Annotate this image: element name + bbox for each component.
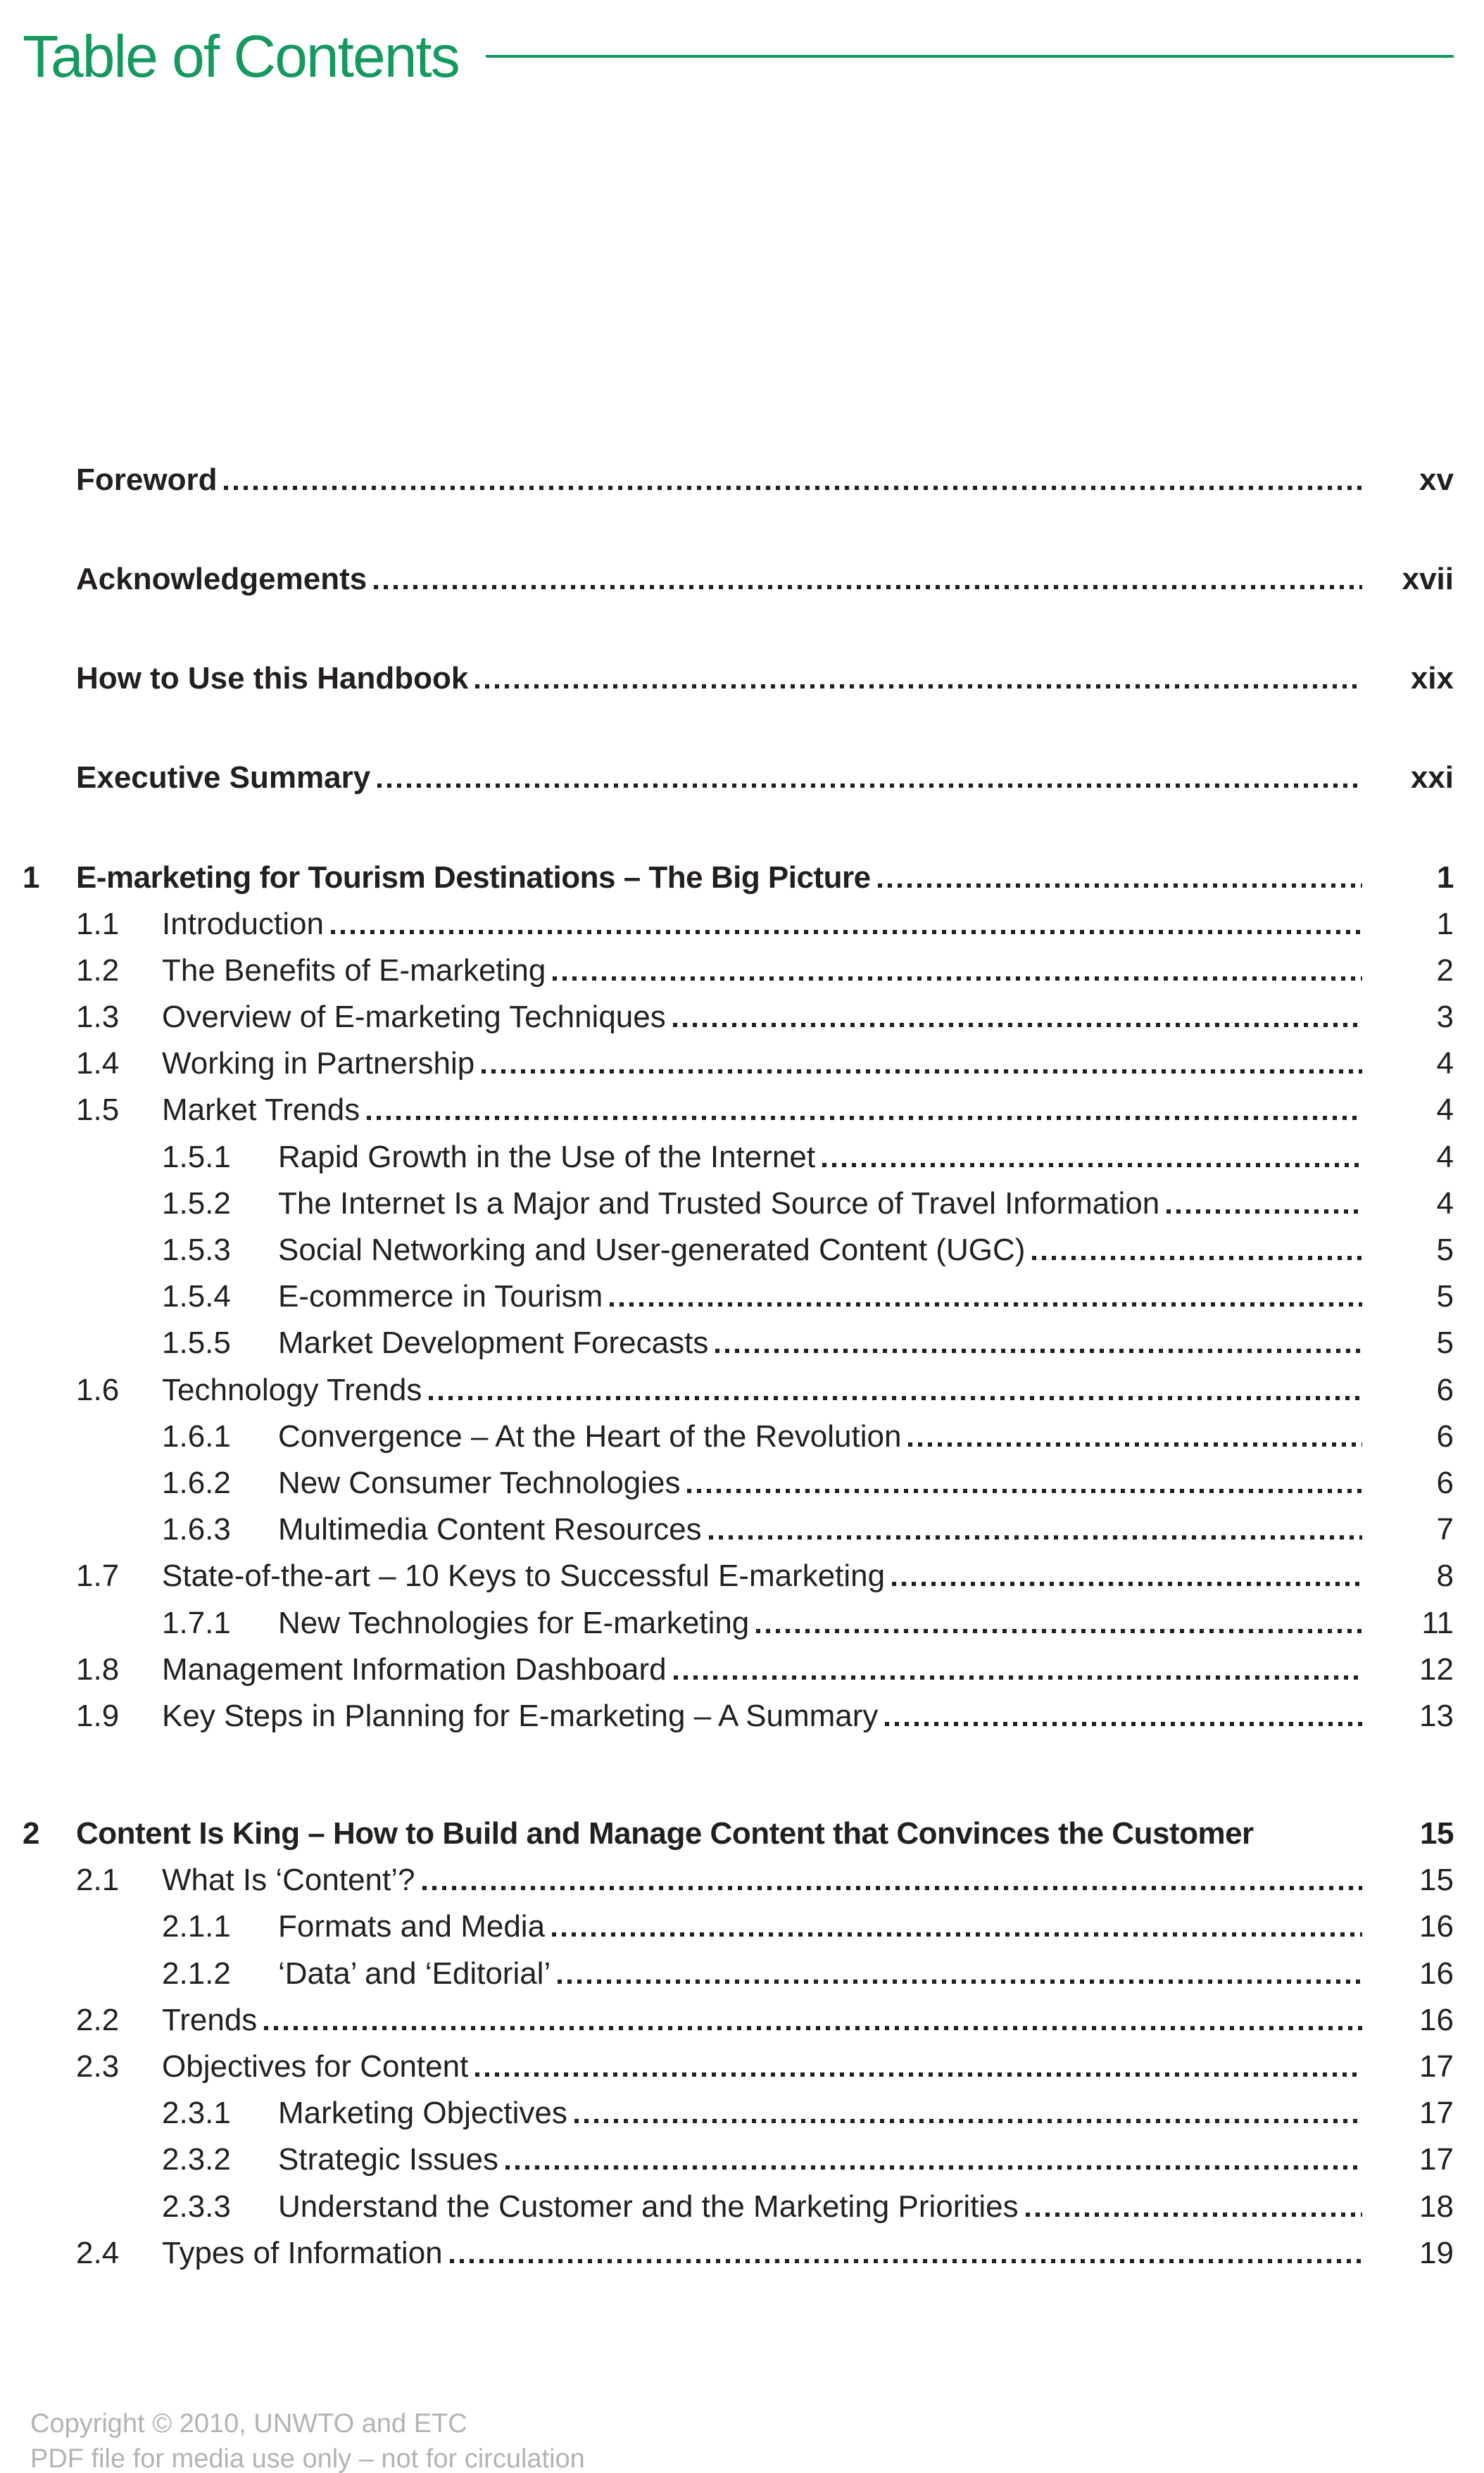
dot-leader <box>715 1349 1362 1353</box>
toc-section-entry[interactable] <box>23 952 1454 988</box>
entry-label: Key Steps in Planning for E-marketing – A Summary <box>162 1698 879 1733</box>
dot-leader <box>331 930 1362 934</box>
toc-subsection-entry[interactable] <box>23 1958 1454 1990</box>
page-title: Table of Contents <box>23 23 459 89</box>
title-rule <box>486 55 1454 58</box>
entry-number: 1.6.2 <box>162 1465 231 1500</box>
entry-number: 2.3.2 <box>162 2142 231 2177</box>
entry-page-number: 4 <box>1436 1139 1454 1174</box>
dot-leader <box>553 976 1362 981</box>
entry-page-number: 5 <box>1436 1233 1454 1268</box>
entry-label: Executive Summary <box>76 760 371 795</box>
entry-page-number: 17 <box>1419 2049 1454 2084</box>
dot-leader <box>892 1582 1362 1586</box>
dot-leader <box>822 1163 1362 1167</box>
toc-subsection-entry[interactable] <box>23 1514 1454 1546</box>
copyright-line: Copyright © 2010, UNWTO and ETC <box>30 2409 467 2439</box>
dot-leader <box>709 1535 1362 1540</box>
entry-label: Convergence – At the Heart of the Revolution <box>278 1418 902 1454</box>
entry-label: Multimedia Content Resources <box>278 1512 702 1547</box>
toc-subsection-entry[interactable] <box>23 2191 1454 2223</box>
toc-section-entry[interactable] <box>23 2051 1454 2083</box>
entry-label: Introduction <box>162 906 324 941</box>
entry-label: Rapid Growth in the Use of the Internet <box>278 1139 816 1174</box>
dot-leader <box>558 1980 1362 1984</box>
dot-leader <box>673 1023 1362 1027</box>
entry-label: Foreword <box>76 462 218 497</box>
entry-label: E-commerce in Tourism <box>278 1279 603 1314</box>
entry-page-number: 8 <box>1436 1559 1454 1594</box>
toc-subsection-entry[interactable] <box>23 2097 1454 2129</box>
entry-label: Trends <box>162 2002 258 2037</box>
entry-label: Management Information Dashboard <box>162 1651 667 1687</box>
dot-leader <box>475 684 1362 688</box>
entry-number: 1.9 <box>76 1698 120 1733</box>
toc-chapter-heading[interactable] <box>23 862 1454 894</box>
dot-leader <box>1026 2213 1362 2217</box>
toc-section-entry[interactable] <box>23 1864 1454 1896</box>
entry-number: 1.5.4 <box>162 1279 231 1314</box>
dot-leader <box>377 784 1362 788</box>
entry-label: The Internet Is a Major and Trusted Source of Travel Information <box>278 1185 1160 1221</box>
entry-label: Acknowledgements <box>76 561 367 596</box>
toc-front-matter-entry[interactable] <box>23 563 1454 596</box>
toc-section-entry[interactable] <box>23 1001 1454 1033</box>
entry-number: 2.3 <box>76 2049 120 2084</box>
entry-page-number: 4 <box>1436 1093 1454 1128</box>
dot-leader <box>422 1886 1363 1890</box>
toc-section-entry[interactable] <box>23 908 1454 940</box>
toc-subsection-entry[interactable] <box>23 1234 1454 1266</box>
dot-leader <box>1261 1839 1362 1844</box>
entry-label: New Consumer Technologies <box>278 1465 681 1500</box>
entry-label: Marketing Objectives <box>278 2096 567 2131</box>
page-header <box>23 21 1454 92</box>
entry-page-number: 6 <box>1436 1418 1454 1454</box>
entry-number: 1.4 <box>76 1046 120 1081</box>
toc-section-entry[interactable] <box>23 2004 1454 2037</box>
dot-leader <box>374 585 1362 589</box>
entry-label: New Technologies for E-marketing <box>278 1605 750 1640</box>
entry-number: 1.2 <box>76 952 120 988</box>
toc-list <box>23 464 1454 2270</box>
entry-label: Types of Information <box>162 2235 443 2270</box>
entry-page-number: 5 <box>1436 1326 1454 1361</box>
toc-front-matter-entry[interactable] <box>23 762 1454 794</box>
entry-label: Objectives for Content <box>162 2049 469 2084</box>
toc-section-entry[interactable] <box>23 1094 1454 1126</box>
entry-label: What Is ‘Content’? <box>162 1863 415 1898</box>
dot-leader <box>1167 1209 1362 1214</box>
entry-page-number: 5 <box>1436 1279 1454 1314</box>
dot-leader <box>756 1629 1362 1633</box>
dot-leader <box>610 1302 1362 1307</box>
toc-subsection-entry[interactable] <box>23 1327 1454 1359</box>
entry-label: Formats and Media <box>278 1909 546 1944</box>
entry-number: 2.3.1 <box>162 2096 231 2131</box>
dot-leader <box>1032 1256 1362 1260</box>
entry-page-number: 15 <box>1420 1816 1454 1851</box>
entry-page-number: 1 <box>1436 906 1454 941</box>
entry-number: 1.5.1 <box>162 1139 231 1174</box>
toc-subsection-entry[interactable] <box>23 1418 1454 1454</box>
entry-number: 1.1 <box>76 906 120 941</box>
entry-page-number: 7 <box>1436 1512 1454 1547</box>
entry-number: 2.4 <box>76 2235 120 2270</box>
dot-leader <box>475 2072 1362 2077</box>
entry-page-number: 16 <box>1419 2002 1454 2037</box>
entry-page-number: 6 <box>1436 1372 1454 1407</box>
entry-number: 1.5.2 <box>162 1185 231 1221</box>
entry-label: Social Networking and User-generated Content (UGC) <box>278 1233 1026 1268</box>
entry-label: Market Trends <box>162 1093 360 1128</box>
entry-page-number: 6 <box>1436 1465 1454 1500</box>
entry-label: E-marketing for Tourism Destinations – The Big Picture <box>76 860 871 895</box>
dot-leader <box>878 883 1362 888</box>
dot-leader <box>552 1932 1362 1937</box>
entry-label: ‘Data’ and ‘Editorial’ <box>278 1956 551 1991</box>
entry-number: 2.2 <box>76 2002 120 2037</box>
entry-label: Understand the Customer and the Marketing Priorities <box>278 2189 1019 2224</box>
entry-label: State-of-the-art – 10 Keys to Successful E-marketing <box>162 1559 886 1594</box>
entry-page-number: 4 <box>1436 1046 1454 1081</box>
toc-subsection-entry[interactable] <box>23 2144 1454 2176</box>
entry-number: 1.3 <box>76 1000 120 1035</box>
dot-leader <box>885 1722 1362 1726</box>
entry-page-number: 13 <box>1419 1698 1454 1733</box>
entry-page-number: 3 <box>1436 1000 1454 1035</box>
dot-leader <box>574 2119 1362 2123</box>
entry-label: Working in Partnership <box>162 1046 475 1081</box>
entry-page-number: 19 <box>1419 2235 1454 2270</box>
entry-label: How to Use this Handbook <box>76 661 469 696</box>
entry-page-number: xxi <box>1410 760 1454 795</box>
toc-front-matter-entry[interactable] <box>23 662 1454 695</box>
entry-number: 1.6 <box>76 1372 120 1407</box>
entry-page-number: 18 <box>1419 2189 1454 2224</box>
dot-leader <box>224 486 1362 490</box>
toc-section-entry[interactable] <box>23 2237 1454 2270</box>
dot-leader <box>687 1489 1362 1493</box>
entry-page-number: 4 <box>1436 1185 1454 1221</box>
entry-label: Market Development Forecasts <box>278 1326 709 1361</box>
dot-leader <box>505 2165 1362 2170</box>
entry-page-number: xv <box>1419 462 1454 497</box>
entry-page-number: 16 <box>1419 1956 1454 1991</box>
dot-leader <box>908 1442 1362 1447</box>
toc-section-entry[interactable] <box>23 1700 1454 1732</box>
toc-front-matter-entry[interactable] <box>23 464 1454 496</box>
entry-page-number: 2 <box>1436 952 1454 988</box>
entry-label: Content Is King – How to Build and Manage Content that Convinces the Customer <box>76 1816 1254 1851</box>
entry-number: 2.1 <box>76 1863 120 1898</box>
entry-number: 1.7 <box>76 1559 120 1594</box>
toc-section-entry[interactable] <box>23 1651 1454 1687</box>
entry-page-number: xix <box>1410 661 1454 696</box>
entry-number: 1.8 <box>76 1651 120 1687</box>
dot-leader <box>482 1069 1362 1074</box>
circulation-line: PDF file for media use only – not for circulation <box>30 2444 585 2473</box>
entry-page-number: 17 <box>1419 2096 1454 2131</box>
entry-page-number: 11 <box>1421 1605 1454 1640</box>
page-footer <box>30 2406 585 2473</box>
entry-page-number: 1 <box>1437 860 1454 895</box>
entry-label: Strategic Issues <box>278 2142 499 2177</box>
toc-section-entry[interactable] <box>23 1374 1454 1407</box>
entry-page-number: 15 <box>1419 1863 1454 1898</box>
entry-page-number: 16 <box>1419 1909 1454 1944</box>
toc-subsection-entry[interactable] <box>23 1280 1454 1313</box>
entry-number: 1.6.1 <box>162 1418 231 1454</box>
entry-number: 2.1.2 <box>162 1956 231 1991</box>
entry-page-number: xvii <box>1402 561 1454 596</box>
toc-section-entry[interactable] <box>23 1560 1454 1592</box>
dot-leader <box>367 1116 1362 1120</box>
entry-page-number: 17 <box>1419 2142 1454 2177</box>
entry-number: 2.3.3 <box>162 2189 231 2224</box>
toc-subsection-entry[interactable] <box>23 1607 1454 1640</box>
entry-number: 1.6.3 <box>162 1512 231 1547</box>
entry-number: 2 <box>23 1816 39 1851</box>
dot-leader <box>674 1675 1362 1680</box>
dot-leader <box>264 2026 1362 2030</box>
entry-label: Overview of E-marketing Techniques <box>162 1000 666 1035</box>
entry-label: Technology Trends <box>162 1372 422 1407</box>
entry-number: 1.5.3 <box>162 1233 231 1268</box>
toc-subsection-entry[interactable] <box>23 1141 1454 1173</box>
toc-section-entry[interactable] <box>23 1047 1454 1080</box>
entry-label: The Benefits of E-marketing <box>162 952 546 988</box>
dot-leader <box>450 2259 1362 2263</box>
entry-number: 1.7.1 <box>162 1605 231 1640</box>
entry-number: 1.5 <box>76 1093 120 1128</box>
toc-subsection-entry[interactable] <box>23 1911 1454 1943</box>
toc-subsection-entry[interactable] <box>23 1467 1454 1499</box>
toc-chapter-heading[interactable] <box>23 1818 1454 1850</box>
entry-page-number: 12 <box>1419 1651 1454 1687</box>
entry-number: 2.1.1 <box>162 1909 231 1944</box>
toc-subsection-entry[interactable] <box>23 1185 1454 1221</box>
dot-leader <box>429 1396 1362 1400</box>
entry-number: 1.5.5 <box>162 1326 231 1361</box>
entry-number: 1 <box>23 860 39 895</box>
